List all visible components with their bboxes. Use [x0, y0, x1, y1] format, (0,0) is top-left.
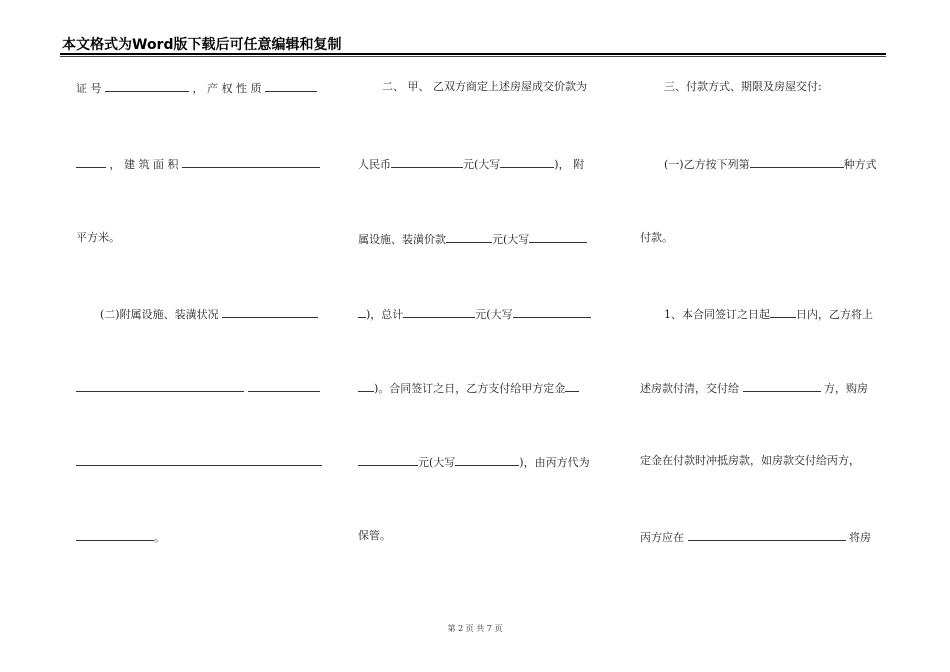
blank-field	[182, 156, 320, 168]
blank-field	[248, 380, 320, 392]
blank-field	[770, 306, 796, 318]
text-line	[76, 454, 322, 470]
blank-field	[446, 231, 492, 243]
text-line: 二、 甲、 乙双方商定上述房屋成交价款为	[382, 80, 587, 93]
text-line: 保管。	[358, 529, 391, 542]
text-line: )，总计 元(大写	[358, 306, 591, 322]
blank-field	[688, 529, 846, 541]
page-number: 第 2 页 共 7 页	[447, 624, 503, 633]
blank-field	[358, 380, 374, 392]
text-line: 人民币 元(大写 )， 附	[358, 158, 585, 171]
blank-field	[358, 306, 366, 318]
text-line: 。	[76, 529, 165, 545]
blank-field	[565, 380, 579, 392]
text-line: 元(大写 )，由丙方代为	[358, 454, 590, 470]
text-line: 付款。	[640, 231, 673, 244]
blank-field	[222, 306, 318, 318]
blank-field	[358, 454, 418, 466]
blank-field	[76, 156, 106, 168]
blank-field	[529, 231, 587, 243]
text-line: 丙方应在 将房	[640, 531, 871, 544]
blank-field	[403, 306, 475, 318]
text-line: 1、本合同签订之日起 日内，乙方将上	[664, 308, 873, 321]
blank-field	[76, 529, 154, 541]
text-line: ， 建 筑 面 积	[76, 156, 320, 172]
blank-field	[105, 80, 189, 92]
header-divider	[60, 53, 886, 55]
blank-field	[76, 380, 244, 392]
header-divider-thin	[60, 56, 886, 57]
text-line: 三、付款方式、期限及房屋交付:	[664, 80, 822, 93]
text-line: 平方米。	[76, 231, 120, 244]
blank-field	[391, 156, 463, 168]
text-line: 述房款付清，交付给 方，购房	[640, 382, 868, 395]
text-line: (二)附属设施、装潢状况	[100, 306, 318, 322]
text-line: 属设施、装潢价款 元(大写	[358, 231, 587, 247]
page-header-title: 本文格式为Word版下载后可任意编辑和复制	[62, 37, 342, 53]
blank-field	[455, 454, 519, 466]
blank-field	[513, 306, 591, 318]
blank-field	[265, 80, 317, 92]
blank-field	[76, 454, 322, 466]
text-line	[76, 380, 320, 396]
text-line: )。合同签订之日，乙方支付给甲方定金	[358, 380, 579, 396]
text-line: 定金在付款时冲抵房款，如房款交付给丙方，	[640, 454, 860, 467]
blank-field	[750, 156, 844, 168]
text-line: 证 号 ， 产 权 性 质	[76, 80, 317, 96]
text-line: (一)乙方按下列第 种方式	[664, 158, 877, 171]
blank-field	[500, 156, 554, 168]
blank-field	[743, 380, 821, 392]
